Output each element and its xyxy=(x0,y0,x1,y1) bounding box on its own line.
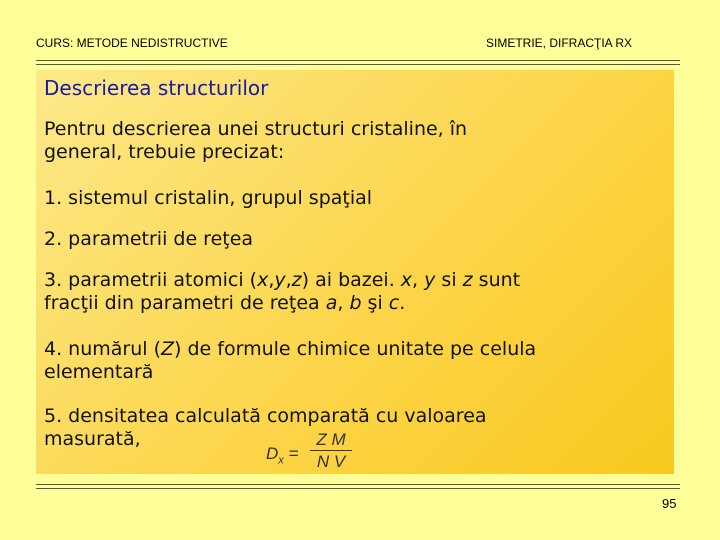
formula-fraction xyxy=(310,430,352,473)
content-panel xyxy=(36,70,674,474)
list-item-3-line-1: 3. parametrii atomici (x,y,z) ai bazei. x, y si z sunt xyxy=(44,269,521,291)
list-item-2: 2. parametrii de reţea xyxy=(44,228,254,250)
formula-denominator: N V xyxy=(316,452,346,471)
intro-line-2: general, trebuie precizat: xyxy=(44,141,285,163)
intro-text xyxy=(44,118,467,164)
list-item-1: 1. sistemul cristalin, grupul spaţial xyxy=(44,187,373,209)
list-item-4 xyxy=(44,338,536,384)
slide-title: Descrierea structurilor xyxy=(44,76,269,100)
course-header: CURS: METODE NEDISTRUCTIVE xyxy=(36,36,228,50)
intro-line-1: Pentru descrierea unei structuri cristaline, în xyxy=(44,118,468,140)
list-item-3 xyxy=(44,269,520,315)
formula-lhs: $D_x$ = xyxy=(266,444,299,467)
list-item-3-line-2: fracţii din parametri de reţea a, b şi c. xyxy=(44,292,406,314)
topic-header: SIMETRIE, DIFRACŢIA RX xyxy=(486,36,633,50)
formula-numerator: Z M xyxy=(316,430,346,449)
page-number: 95 xyxy=(662,496,677,511)
list-item-4-line-2: elementară xyxy=(44,361,154,383)
list-item-5-line-2: masurată, xyxy=(44,428,141,450)
bottom-divider xyxy=(36,484,680,489)
list-item-4-line-1: 4. numărul (Z) de formule chimice unitate pe celula xyxy=(44,338,537,360)
list-item-5-line-1: 5. densitatea calculată comparată cu valoarea xyxy=(44,405,487,427)
top-divider xyxy=(36,60,680,65)
